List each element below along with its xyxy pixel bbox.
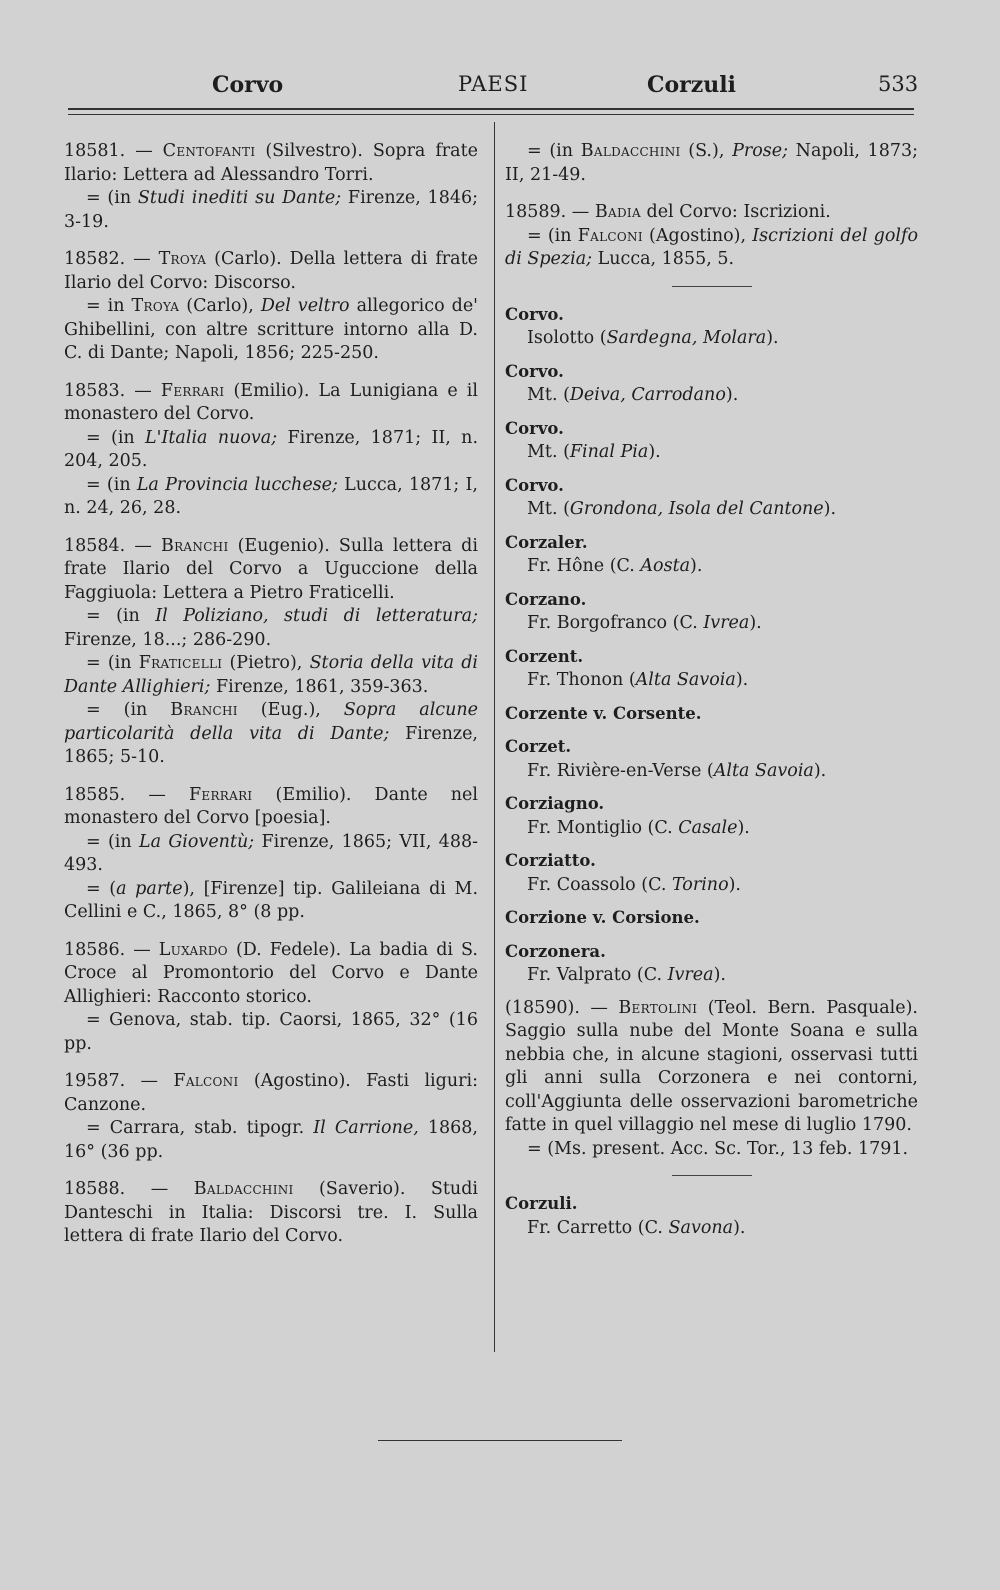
citation-text: Falconi [577, 225, 643, 246]
citation-text: Il Poliziano, studi di letteratura; [155, 606, 479, 626]
entry-number: 18584. [64, 535, 126, 556]
citation-text: = (in [86, 474, 137, 495]
entry-heading: 18583. — Ferrari (Emilio). La Lunigiana e il monastero del Corvo. [64, 380, 478, 424]
citation-text: a parte [116, 878, 183, 899]
entry-heading: 18586. — Luxardo (D. Fedele). La badia di S. Croce al Promontorio del Corvo e Dante Allighieri: Racconto storico. [64, 939, 478, 1007]
place-entry [505, 303, 918, 351]
entry-author: Troya [158, 249, 207, 269]
citation-text: Fraticelli [138, 653, 223, 673]
citation-text: = (in [86, 188, 138, 208]
place-entry [505, 702, 918, 727]
entry-number: 18583. [64, 380, 126, 401]
location-suffix: ). [766, 328, 779, 348]
citation-line [64, 652, 478, 699]
place-name: Corzente v. Corsente. [505, 703, 702, 723]
entry-heading: 18589. — Badia del Corvo: Iscrizioni. [505, 202, 831, 222]
bibliography-entry [64, 535, 478, 770]
location-prefix: Fr. Hône (C. [527, 556, 641, 576]
citation-text: = in [86, 296, 132, 316]
entry-heading: 18584. — Branchi (Eugenio). Sulla lettera di frate Ilario del Corvo a Uguccione della Faggiuola: Lettera a Pietro Fraticelli. [64, 535, 478, 603]
place-location [505, 327, 918, 351]
location-suffix: ). [648, 442, 661, 462]
entry-number: 18589. [505, 202, 567, 222]
place-name: Corzano. [505, 589, 587, 609]
place-location [505, 817, 918, 841]
entry-title: (D. Fedele). La badia di S. Croce al Promontorio del Corvo e Dante Allighieri: Racconto storico. [64, 939, 478, 1007]
column-divider [494, 122, 495, 1352]
right-column [505, 140, 918, 1249]
header-rule-thin [68, 114, 914, 115]
citation-text: (Eug.), [237, 700, 344, 720]
bibliography-entry [505, 201, 918, 272]
citation-text: = (in [86, 606, 156, 626]
citation-text: (S.), [680, 141, 733, 161]
citation-line [64, 427, 478, 474]
entry-number: 18588. [64, 1179, 126, 1199]
place-location [505, 669, 918, 693]
citation-text: L'Italia nuova; [145, 427, 278, 448]
entry-number: (18590). [505, 997, 580, 1018]
location-prefix: Mt. ( [527, 442, 570, 462]
location-prefix: Fr. Borgofranco (C. [527, 613, 704, 633]
entry-author: Baldacchini [193, 1179, 294, 1199]
place-name: Corzet. [505, 737, 572, 756]
citation-text: = Genova, stab. tip. Caorsi, 1865, 32° (16 pp. [64, 1010, 478, 1054]
citation-text: = (in [86, 427, 146, 448]
location-prefix: Fr. Valprato (C. [527, 965, 668, 985]
citation-text: Iscrizioni del golfo di Spezia; [505, 225, 919, 269]
location-name: Torino [671, 874, 729, 895]
citation-line [64, 605, 478, 652]
place-list-final [505, 1192, 918, 1240]
place-entry [505, 735, 918, 783]
place-name: Corvo. [505, 361, 564, 381]
citation-text: Firenze, 1865; 5-10. [64, 723, 478, 767]
entry-title: (Teol. Bern. Pasquale). Saggio sulla nube del Monte Soana e sulla nebbia che, in alcune stagioni, osservasi tutti gli anni sulla Corzonera e nei contorni, coll'Aggiunta delle osservazioni barometriche fatte in quel villaggio nel mese di luglio 1790. [505, 997, 918, 1135]
place-entry [505, 792, 918, 840]
location-prefix: Fr. Coassolo (C. [527, 874, 672, 895]
entry-title: (Saverio). Studi Danteschi in Italia: Discorsi tre. I. Sulla lettera di frate Ilario del Corvo. [64, 1179, 478, 1246]
citation-text: Firenze, 1861, 359-363. [210, 676, 429, 697]
location-name: Ivrea [667, 965, 714, 985]
entry-author: Luxardo [158, 939, 228, 960]
entry-title: (Agostino). Fasti liguri: Canzone. [64, 1071, 478, 1115]
citation-text: 1868, 16° (36 pp. [64, 1118, 478, 1162]
location-name: Alta Savoia [713, 760, 814, 781]
running-head-left: Corvo [212, 72, 284, 98]
place-location [505, 384, 918, 408]
place-entry [505, 417, 918, 465]
citation-line [505, 225, 918, 272]
place-name: Corziatto. [505, 851, 596, 870]
citation-text: Lucca, 1871; I, n. 24, 26, 28. [64, 474, 478, 518]
location-suffix: ). [813, 760, 827, 781]
citation-line [64, 295, 478, 366]
citation-text: Troya [131, 296, 180, 316]
place-name: Corvo. [505, 418, 564, 438]
citation-line [64, 1009, 478, 1056]
place-entry [505, 360, 918, 408]
entry-heading: (18590). — Bertolini (Teol. Bern. Pasquale). Saggio sulla nube del Monte Soana e sulla nebbia che, in alcune stagioni, osservasi tutti gli anni sulla Corzonera e nei contorni, coll'Aggiunta delle osservazioni barometriche fatte in quel villaggio nel mese di luglio 1790. [505, 997, 918, 1135]
location-prefix: Mt. ( [527, 499, 570, 519]
entry-title: (Eugenio). Sulla lettera di frate Ilario del Corvo a Uguccione della Faggiuola: Lettera a Pietro Fraticelli. [64, 535, 478, 603]
citation-text: = (in [86, 831, 139, 852]
citation-line [64, 878, 478, 925]
bibliography-entry [64, 1178, 478, 1249]
location-suffix: ). [733, 1217, 746, 1238]
bibliography-entry [64, 140, 478, 234]
section-rule [672, 1175, 752, 1176]
entry-heading: 18581. — Centofanti (Silvestro). Sopra frate Ilario: Lettera ad Alessandro Torri. [64, 141, 478, 185]
location-suffix: ). [690, 556, 703, 576]
citation-text: = (Ms. present. Acc. Sc. Tor., 13 feb. 1791. [527, 1138, 909, 1159]
citation-line [64, 187, 478, 234]
bibliography-entry [64, 1070, 478, 1164]
citation-text: = Carrara, stab. tipogr. [86, 1118, 314, 1138]
location-prefix: Mt. ( [527, 385, 570, 405]
entry-author: Badia [594, 202, 641, 222]
entry-author: Falconi [173, 1071, 239, 1091]
citation-text: (Pietro), [222, 653, 310, 673]
entry-heading: 18585. — Ferrari (Emilio). Dante nel monastero del Corvo [poesia]. [64, 784, 478, 828]
location-prefix: Fr. Rivière-en-Verse ( [527, 760, 714, 781]
entry-title: (Emilio). Dante nel monastero del Corvo [poesia]. [64, 784, 478, 828]
entry-number: 18582. [64, 249, 126, 269]
citation-text: = (in [86, 653, 139, 673]
location-name: Sardegna, Molara [606, 328, 767, 348]
place-entry [505, 645, 918, 693]
right-column-entries [505, 140, 918, 272]
place-entry [505, 474, 918, 522]
entry-author: Centofanti [162, 141, 256, 161]
citation-line [64, 831, 478, 878]
header-rule [68, 108, 914, 110]
citation-text: Storia della vita di Dante Allighieri; [64, 653, 479, 697]
citation-text: Firenze, 18...; 286-290. [64, 629, 272, 650]
citation-line [64, 1117, 478, 1164]
citation-text: Prose; [732, 141, 788, 161]
location-suffix: ). [728, 874, 741, 895]
place-name: Corzaler. [505, 532, 588, 552]
bibliography-entry [64, 380, 478, 521]
place-location [505, 1217, 918, 1241]
place-entry [505, 849, 918, 897]
location-name: Grondona, Isola del Cantone [569, 499, 824, 519]
location-suffix: ). [713, 965, 726, 985]
place-location [505, 760, 918, 784]
citation-text: Firenze, 1871; II, n. 204, 205. [64, 427, 479, 471]
entry-heading: 18588. — Baldacchini (Saverio). Studi Danteschi in Italia: Discorsi tre. I. Sulla lettera di frate Ilario del Corvo. [64, 1179, 478, 1246]
citation-line [505, 140, 918, 187]
place-name: Corzuli. [505, 1194, 578, 1213]
place-entry [505, 1192, 918, 1240]
citation-text: Firenze, 1846; 3-19. [64, 188, 478, 232]
citation-text: Studi inediti su Dante; [137, 188, 342, 208]
page-number: 533 [878, 72, 919, 96]
location-name: Final Pia [569, 442, 649, 462]
running-head-right: Corzuli [647, 72, 736, 98]
citation-text: = (in [527, 225, 578, 246]
citation-text: = (in [86, 700, 171, 720]
location-name: Casale [678, 817, 738, 838]
entry-title: (Emilio). La Lunigiana e il monastero del Corvo. [64, 380, 478, 424]
location-name: Aosta [640, 556, 691, 576]
bibliography-entry [505, 140, 918, 187]
bibliography-entry [505, 997, 918, 1162]
left-column [64, 140, 478, 1263]
citation-text: ), [Firenze] tip. Galileiana di M. Cellini e C., 1865, 8° (8 pp. [64, 878, 479, 922]
place-location [505, 874, 918, 898]
place-location [505, 441, 918, 465]
place-entry [505, 906, 918, 931]
entry-author: Bertolini [618, 997, 698, 1018]
place-location [505, 498, 918, 522]
citation-text: Sopra alcune particolarità della vita di Dante; [64, 700, 479, 744]
location-name: Alta Savoia [635, 670, 736, 690]
location-name: Savona [668, 1217, 734, 1238]
entry-title: del Corvo: Iscrizioni. [640, 202, 831, 222]
entry-author: Ferrari [160, 380, 225, 401]
citation-line [505, 1138, 918, 1162]
citation-line [64, 699, 478, 770]
entry-number: 18581. [64, 141, 126, 161]
citation-text: = (in [527, 141, 581, 161]
citation-text: allegorico de' Ghibellini, con altre scritture intorno alla D. C. di Dante; Napoli, 1856; 225-250. [64, 296, 478, 363]
place-name: Corziagno. [505, 794, 605, 813]
right-column-bibliography [505, 997, 918, 1162]
footer-rule [378, 1440, 622, 1441]
location-prefix: Fr. Carretto (C. [527, 1217, 669, 1238]
location-name: Deiva, Carrodano [569, 385, 726, 405]
running-head-center: PAESI [458, 72, 529, 96]
entry-number: 18585. [64, 784, 126, 805]
citation-text: Lucca, 1855, 5. [592, 249, 735, 269]
place-location [505, 555, 918, 579]
citation-text: La Provincia lucchese; [136, 474, 338, 495]
location-prefix: Isolotto ( [527, 328, 607, 348]
place-list [505, 303, 918, 988]
location-suffix: ). [823, 499, 837, 519]
bibliography-entry [64, 248, 478, 366]
entry-number: 19587. [64, 1071, 126, 1091]
citation-text: Firenze, 1865; VII, 488-493. [64, 831, 478, 875]
place-location [505, 964, 918, 988]
entry-author: Branchi [160, 535, 229, 556]
location-name: Ivrea [703, 613, 750, 633]
citation-text: = ( [86, 878, 117, 899]
citation-line [64, 474, 478, 521]
citation-text: La Gioventù; [138, 831, 255, 852]
citation-text: Baldacchini [580, 141, 681, 161]
entry-title: (Silvestro). Sopra frate Ilario: Lettera ad Alessandro Torri. [64, 141, 478, 185]
bibliography-entry [64, 784, 478, 925]
section-rule [672, 286, 752, 287]
location-suffix: ). [749, 613, 762, 633]
place-name: Corvo. [505, 475, 564, 495]
place-entry [505, 588, 918, 636]
citation-text: Branchi [170, 700, 238, 720]
citation-text: (Agostino), [642, 225, 753, 246]
place-entry [505, 531, 918, 579]
entry-number: 18586. [64, 939, 126, 960]
location-prefix: Fr. Thonon ( [527, 670, 636, 690]
citation-text: Del veltro [260, 296, 350, 316]
entry-title: (Carlo). Della lettera di frate Ilario del Corvo: Discorso. [64, 249, 478, 293]
place-location [505, 612, 918, 636]
entry-heading: 18582. — Troya (Carlo). Della lettera di frate Ilario del Corvo: Discorso. [64, 249, 478, 293]
location-suffix: ). [735, 670, 749, 690]
location-suffix: ). [725, 385, 739, 405]
location-prefix: Fr. Montiglio (C. [527, 817, 679, 838]
place-name: Corzonera. [505, 941, 606, 961]
citation-text: Il Carrione, [313, 1118, 419, 1138]
entry-author: Ferrari [188, 784, 253, 805]
place-entry [505, 940, 918, 988]
citation-text: (Carlo), [179, 296, 261, 316]
entry-heading: 19587. — Falconi (Agostino). Fasti liguri: Canzone. [64, 1071, 478, 1115]
location-suffix: ). [737, 817, 750, 838]
place-name: Corvo. [505, 304, 564, 324]
citation-text: Napoli, 1873; II, 21-49. [505, 141, 918, 185]
bibliography-entry [64, 939, 478, 1057]
place-name: Corzione v. Corsione. [505, 908, 700, 927]
place-name: Corzent. [505, 646, 584, 666]
